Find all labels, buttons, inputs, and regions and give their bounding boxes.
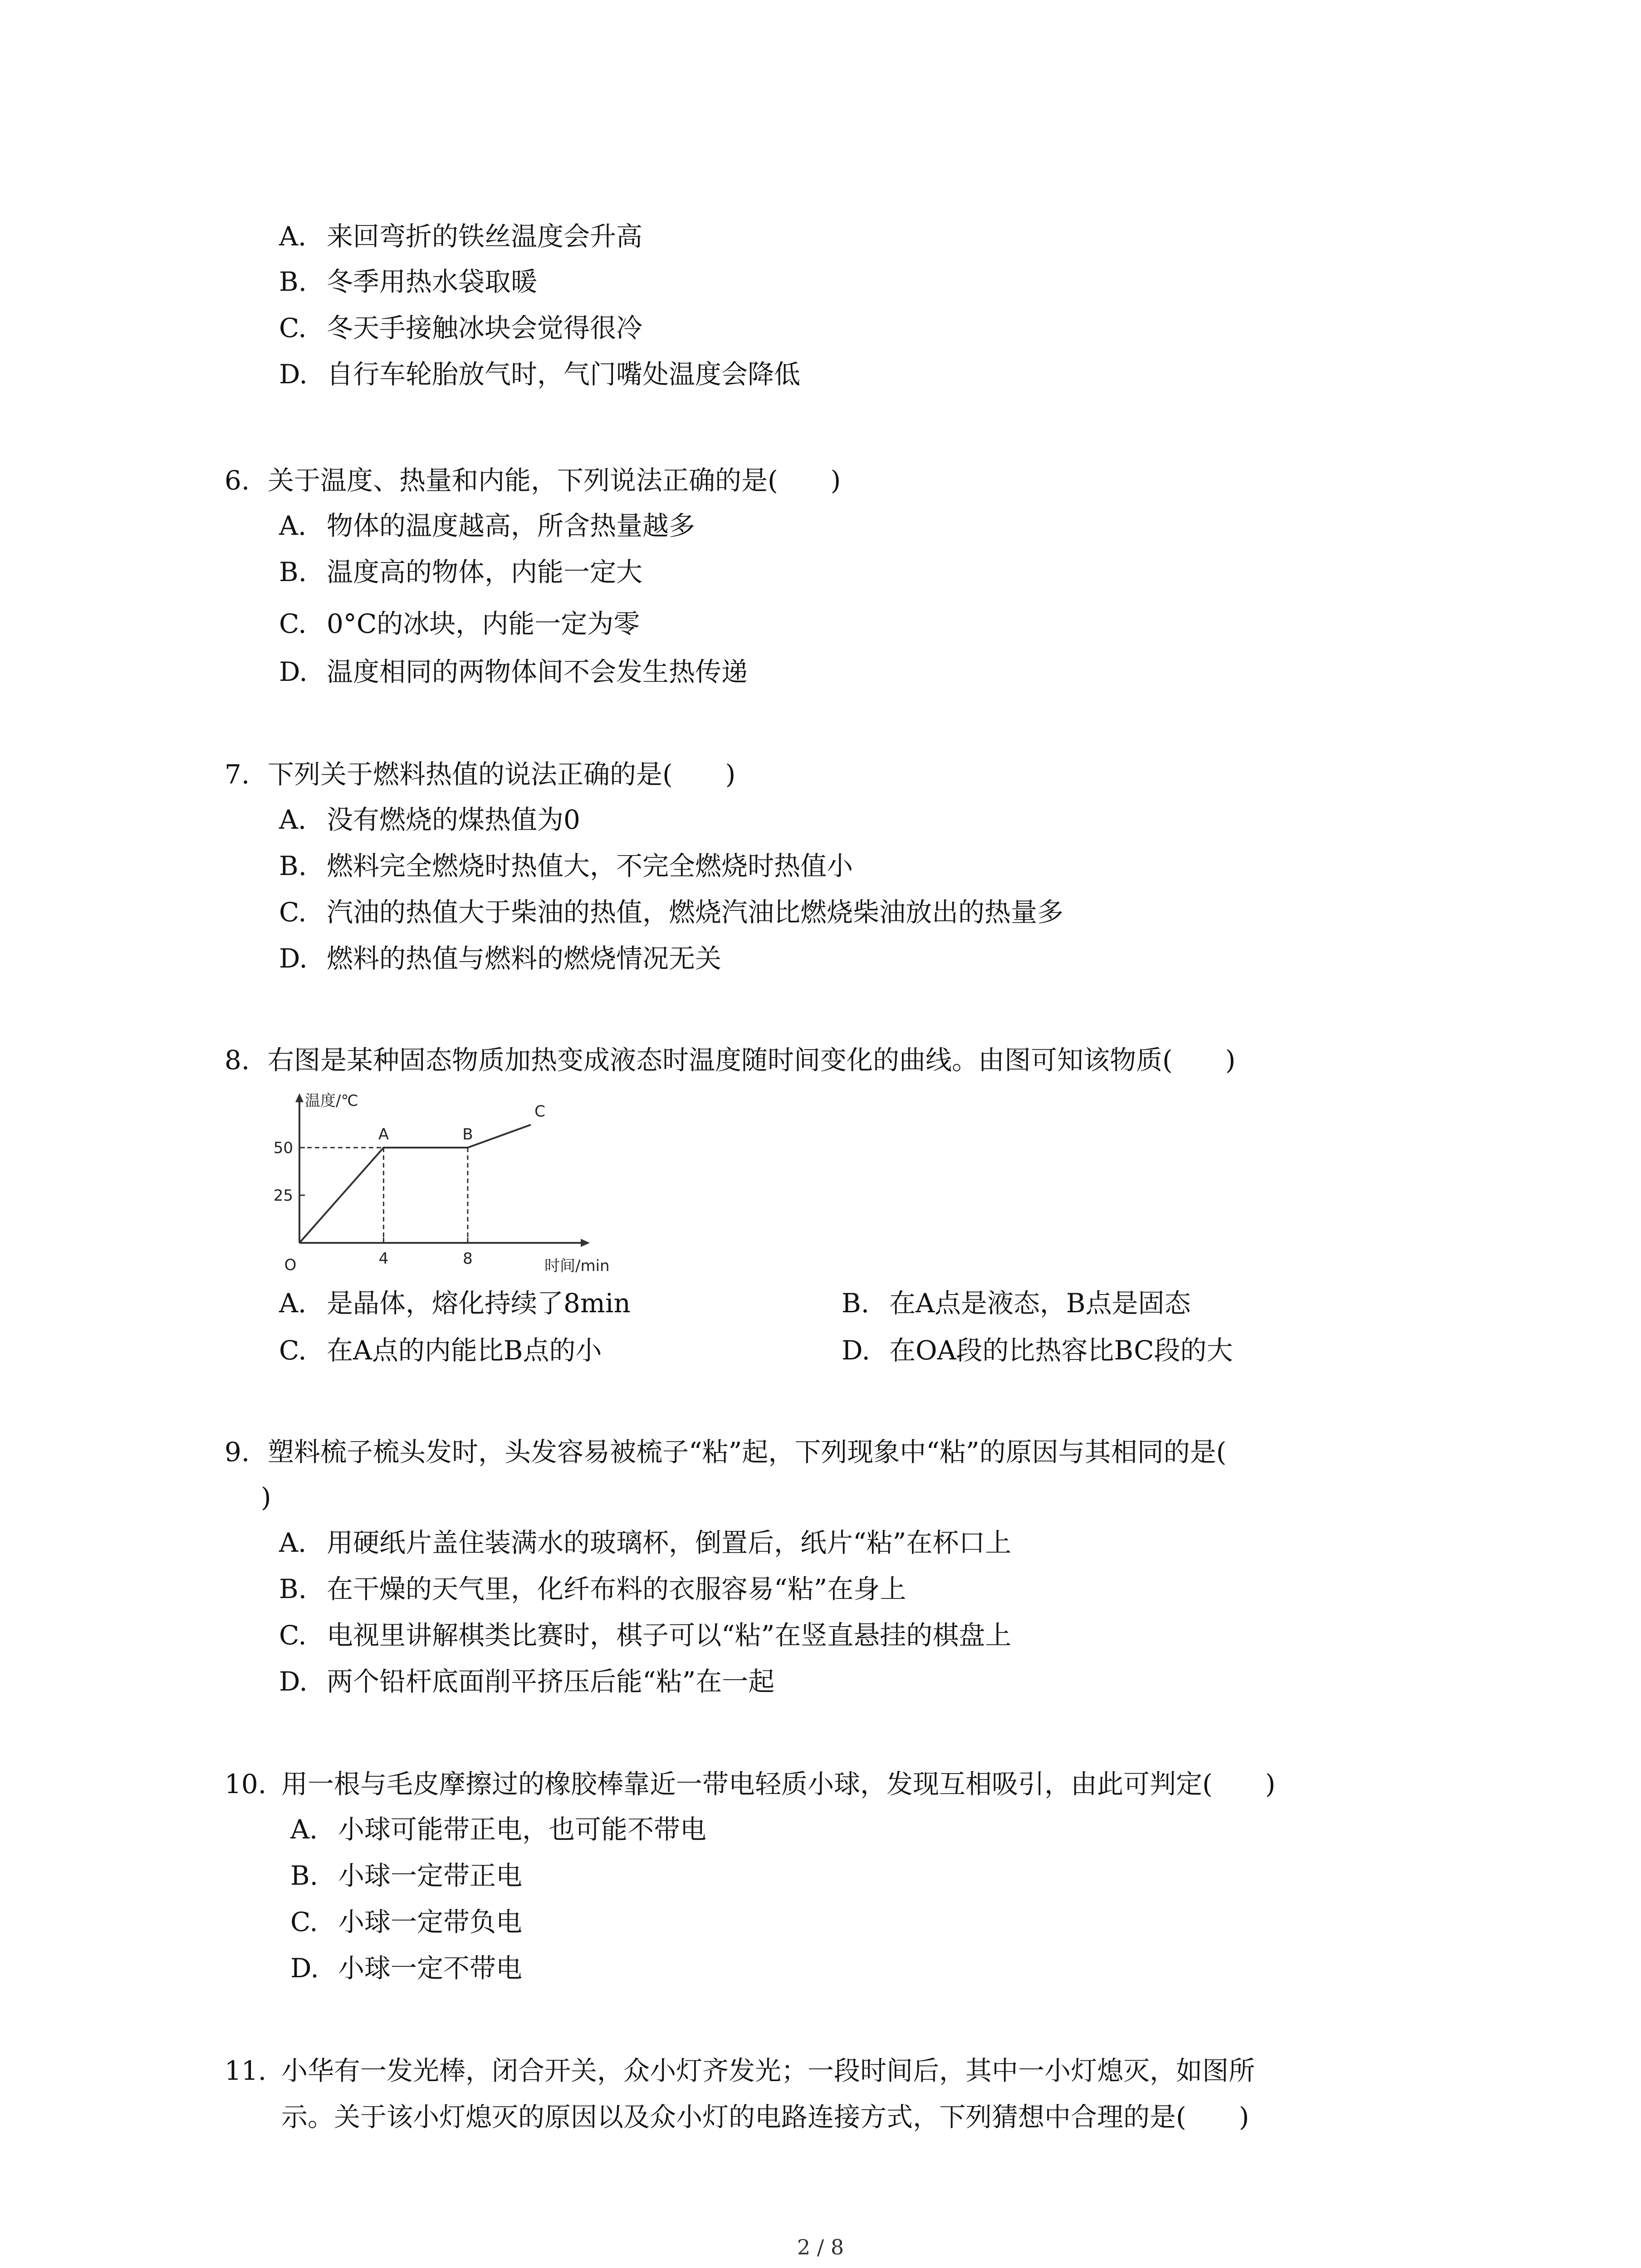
q8-option-a: A. 是晶体，熔化持续了8min — [279, 1288, 631, 1319]
x-axis-arrow — [581, 1239, 590, 1247]
q7-option-c: C. 汽油的热值大于柴油的热值，燃烧汽油比燃烧柴油放出的热量多 — [279, 897, 1064, 928]
q8-option-d: D. 在OA段的比热容比BC段的大 — [842, 1335, 1233, 1366]
x-tick-label-8: 8 — [463, 1250, 473, 1268]
origin-label: O — [284, 1256, 297, 1274]
q11-stem-continuation: 示。关于该小灯熄灭的原因以及众小灯的电路连接方式，下列猜想中合理的是( ) — [281, 2102, 1249, 2132]
q5-option-c: C. 冬天手接触冰块会觉得很冷 — [279, 313, 643, 343]
q10-option-a: A. 小球可能带正电，也可能不带电 — [290, 1814, 707, 1845]
q5-option-d: D. 自行车轮胎放气时，气门嘴处温度会降低 — [279, 359, 801, 390]
q11-stem: 11. 小华有一发光棒，闭合开关，众小灯齐发光；一段时间后，其中一小灯熄灭，如图所 — [225, 2055, 1255, 2086]
series-line — [299, 1125, 531, 1243]
q10-option-c: C. 小球一定带负电 — [290, 1906, 523, 1937]
y-axis-arrow — [295, 1093, 304, 1102]
q8-option-b: B. 在A点是液态，B点是固态 — [842, 1288, 1191, 1319]
q6-option-b: B. 温度高的物体，内能一定大 — [279, 557, 643, 587]
temperature-time-chart — [259, 1080, 617, 1288]
q7-option-b: B. 燃料完全燃烧时热值大，不完全燃烧时热值小 — [279, 850, 853, 881]
q6-stem: 6. 关于温度、热量和内能，下列说法正确的是( ) — [225, 465, 841, 496]
q7-option-d: D. 燃料的热值与燃料的燃烧情况无关 — [279, 943, 722, 974]
point-label-A: A — [378, 1125, 389, 1144]
q9-option-d: D. 两个铅杆底面削平挤压后能“粘”在一起 — [279, 1666, 775, 1697]
q7-stem: 7. 下列关于燃料热值的说法正确的是( ) — [225, 759, 736, 790]
q5-option-a: A. 来回弯折的铁丝温度会升高 — [279, 221, 643, 252]
point-label-C: C — [534, 1102, 545, 1121]
q10-option-b: B. 小球一定带正电 — [290, 1860, 523, 1891]
q6-option-a: A. 物体的温度越高，所含热量越多 — [279, 510, 696, 541]
q10-option-d: D. 小球一定不带电 — [290, 1953, 523, 1984]
q10-stem: 10. 用一根与毛皮摩擦过的橡胶棒靠近一带电轻质小球，发现互相吸引，由此可判定( ) — [225, 1769, 1276, 1799]
q5-option-b: B. 冬季用热水袋取暖 — [279, 266, 538, 297]
y-axis-label: 温度/℃ — [305, 1092, 358, 1110]
q7-option-a: A. 没有燃烧的煤热值为0 — [279, 804, 580, 835]
q8-stem: 8. 右图是某种固态物质加热变成液态时温度随时间变化的曲线。由图可知该物质( ) — [225, 1045, 1236, 1075]
q6-option-d: D. 温度相同的两物体间不会发生热传递 — [279, 656, 748, 687]
q9-stem: 9. 塑料梳子梳头发时，头发容易被梳子“粘”起，下列现象中“粘”的原因与其相同的是( — [225, 1437, 1227, 1467]
q9-option-b: B. 在干燥的天气里，化纤布料的衣服容易“粘”在身上 — [279, 1574, 906, 1604]
y-tick-label-25: 25 — [273, 1187, 293, 1205]
q9-stem-continuation: ) — [261, 1482, 271, 1513]
y-tick-label-50: 50 — [273, 1139, 293, 1157]
q6-option-c: C. 0°C的冰块，内能一定为零 — [279, 608, 640, 639]
q9-option-a: A. 用硬纸片盖住装满水的玻璃杯，倒置后，纸片“粘”在杯口上 — [279, 1527, 1012, 1558]
page-number: 2 / 8 — [797, 2235, 844, 2259]
x-axis-label: 时间/min — [544, 1257, 610, 1275]
q9-option-c: C. 电视里讲解棋类比赛时，棋子可以“粘”在竖直悬挂的棋盘上 — [279, 1620, 1012, 1651]
point-label-B: B — [462, 1125, 473, 1144]
x-tick-label-4: 4 — [378, 1250, 389, 1268]
q8-option-c: C. 在A点的内能比B点的小 — [279, 1335, 602, 1366]
chart-svg — [259, 1080, 617, 1288]
